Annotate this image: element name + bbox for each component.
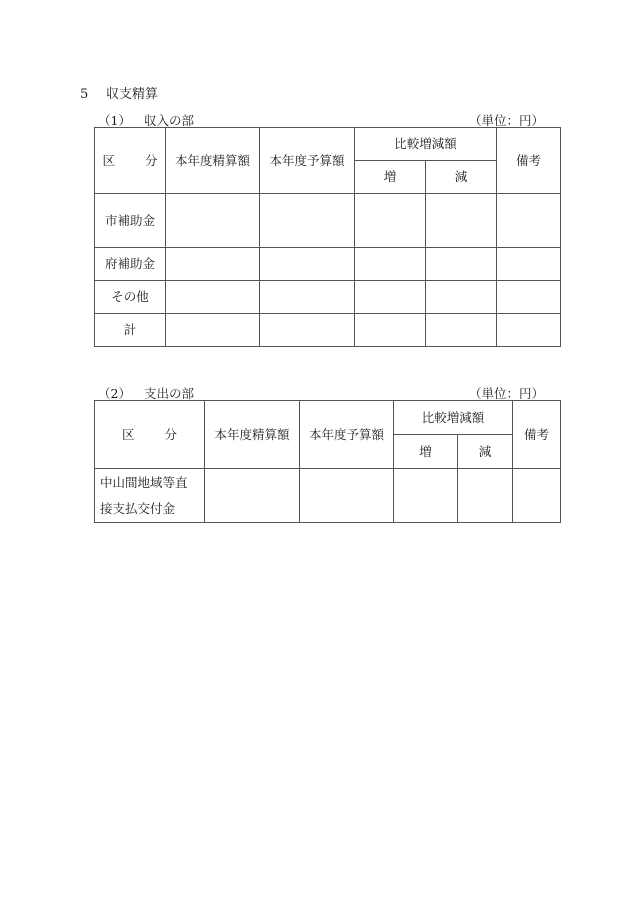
section-title: 収支精算 [106, 87, 159, 102]
expense-header-category: 区 分 [95, 401, 205, 469]
increase-cell[interactable] [355, 314, 426, 347]
income-header-increase: 増 [355, 161, 426, 194]
expense-title: 支出の部 [144, 386, 195, 401]
row-label: 府補助金 [95, 248, 166, 281]
table-row [95, 248, 561, 281]
budget-cell[interactable] [260, 314, 355, 347]
increase-cell[interactable] [394, 469, 458, 523]
expense-header-comparison: 比較増減額 [394, 401, 513, 435]
increase-cell[interactable] [355, 194, 426, 248]
table-row [95, 194, 561, 248]
section-heading [80, 83, 158, 102]
actual-cell[interactable] [166, 281, 260, 314]
expense-number: （2） [98, 386, 131, 401]
expense-header-decrease: 減 [458, 435, 513, 469]
remarks-cell[interactable] [497, 281, 561, 314]
actual-cell[interactable] [166, 314, 260, 347]
actual-cell[interactable] [166, 248, 260, 281]
row-label: 市補助金 [95, 194, 166, 248]
expense-header-increase: 増 [394, 435, 458, 469]
budget-cell[interactable] [300, 469, 394, 523]
income-unit-label: （単位：円） [469, 113, 545, 128]
actual-cell[interactable] [205, 469, 300, 523]
table-row-total [95, 314, 561, 347]
budget-cell[interactable] [260, 194, 355, 248]
table-row [95, 469, 561, 523]
expense-header-budget: 本年度予算額 [300, 401, 394, 469]
expense-header-actual: 本年度精算額 [205, 401, 300, 469]
row-label: 中山間地域等直 接支払交付金 [95, 469, 205, 523]
table-row [95, 281, 561, 314]
increase-cell[interactable] [355, 248, 426, 281]
decrease-cell[interactable] [426, 194, 497, 248]
section-number: 5 [80, 87, 89, 102]
expense-unit-label: （単位：円） [469, 386, 545, 401]
expense-header-remarks: 備考 [513, 401, 561, 469]
income-header-decrease: 減 [426, 161, 497, 194]
remarks-cell[interactable] [497, 314, 561, 347]
expense-table [94, 400, 561, 523]
actual-cell[interactable] [166, 194, 260, 248]
remarks-cell[interactable] [497, 248, 561, 281]
income-header-actual: 本年度精算額 [166, 128, 260, 194]
income-header-budget: 本年度予算額 [260, 128, 355, 194]
income-header-comparison: 比較増減額 [355, 128, 497, 161]
income-number: （1） [98, 113, 131, 128]
remarks-cell[interactable] [513, 469, 561, 523]
row-label: 計 [95, 314, 166, 347]
income-header-remarks: 備考 [497, 128, 561, 194]
income-header-category: 区 分 [95, 128, 166, 194]
row-label: その他 [95, 281, 166, 314]
decrease-cell[interactable] [426, 248, 497, 281]
increase-cell[interactable] [355, 281, 426, 314]
remarks-cell[interactable] [497, 194, 561, 248]
decrease-cell[interactable] [426, 281, 497, 314]
income-title: 収入の部 [144, 113, 195, 128]
income-table [94, 127, 561, 347]
decrease-cell[interactable] [458, 469, 513, 523]
budget-cell[interactable] [260, 248, 355, 281]
budget-cell[interactable] [260, 281, 355, 314]
decrease-cell[interactable] [426, 314, 497, 347]
